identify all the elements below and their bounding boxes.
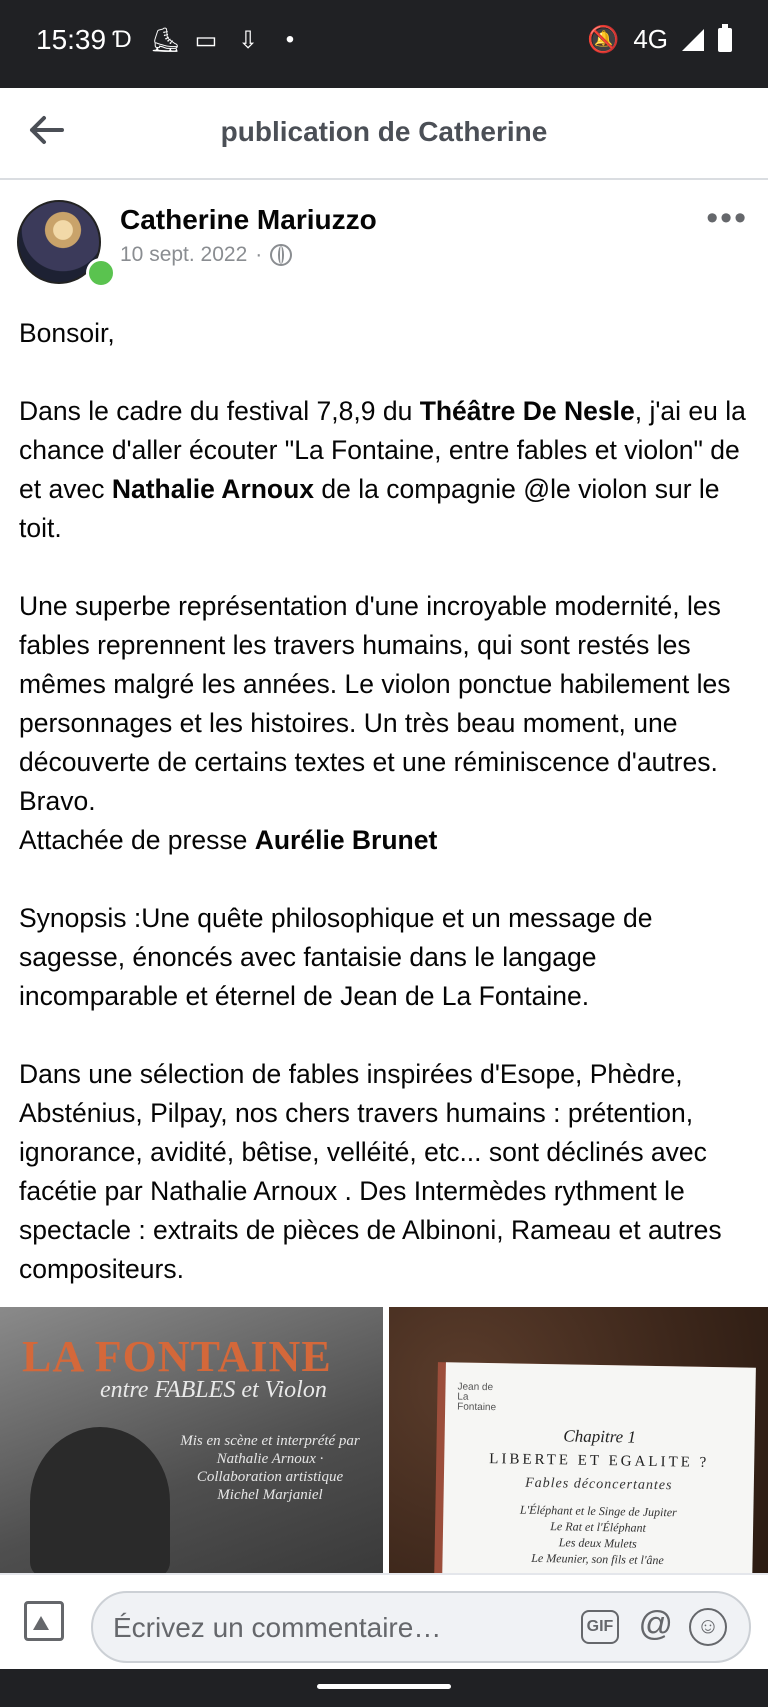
online-status-dot [86, 258, 116, 288]
poster-title: LA FONTAINE [22, 1332, 332, 1381]
globe-icon [270, 244, 292, 266]
status-system-icons [587, 24, 732, 55]
d-icon: Ɗ [112, 26, 132, 53]
shoe-icon: ⛸ [150, 27, 181, 54]
mention-aurelie[interactable]: Aurélie Brunet [254, 825, 438, 855]
book-line: Le Meunier, son fils et l'âne [531, 1550, 664, 1568]
post-date[interactable]: 10 sept. 2022 [120, 243, 248, 266]
comment-input[interactable] [111, 1605, 535, 1651]
post-paragraph-4: Dans une sélection de fables inspirées d'Esope, Phèdre, Absténius, Pilpay, nos chers travers humains : prétention, ignorance, avidité, bêtise, velléité, etc... sont déclinés avec facétie par Nathalie Arnoux . Des Intermèdes rythment le spectacle : extraits de pièces de Albinoni, Rameau et autres compositeurs. [19, 1059, 722, 1284]
poster-illustration [30, 1427, 170, 1573]
mute-icon: 🔕 [586, 24, 620, 54]
signal-icon [682, 29, 704, 51]
gif-icon[interactable]: GIF [581, 1610, 619, 1644]
mention-nathalie[interactable]: Nathalie Arnoux [111, 474, 315, 504]
post-greeting: Bonsoir, [19, 318, 115, 348]
emoji-icon[interactable]: ☺ [689, 1608, 727, 1646]
poster-image[interactable] [0, 1307, 383, 1573]
meta-separator: · [255, 243, 263, 266]
book-line: Le Rat et l'Éléphant [550, 1519, 646, 1535]
comment-bar [0, 1573, 768, 1671]
sim-icon: ▭ [194, 27, 218, 54]
post-text [19, 314, 759, 1289]
network-type: 4G [633, 24, 668, 54]
post-paragraph-1: Dans le cadre du festival 7,8,9 du Théâtre De Nesle, j'ai eu la chance d'aller écouter "La Fontaine, entre fables et violon" de et avec Nathalie Arnoux de la compagnie @le violon sur le toit. [19, 396, 746, 543]
poster-credits: Mis en scène et interprété par Nathalie Arnoux · Collaboration artistique Michel Marjaniel [180, 1433, 360, 1503]
post-meta [120, 243, 292, 267]
book-line: L'Éléphant et le Singe de Jupiter [519, 1502, 677, 1520]
page-title: publication de Catherine [220, 116, 548, 147]
book-line: Les deux Mulets [558, 1535, 637, 1551]
battery-icon [718, 28, 732, 52]
post-images [0, 1307, 768, 1573]
book-contents [442, 1500, 753, 1569]
book-heading: LIBERTE ET EGALITE ? [489, 1451, 710, 1471]
status-notification-icons [108, 26, 304, 55]
book-subheading: Fables déconcertantes [525, 1475, 673, 1494]
home-gesture-handle[interactable] [317, 1684, 451, 1689]
book-image[interactable] [389, 1307, 768, 1573]
mention-theatre[interactable]: Théâtre De Nesle [419, 396, 635, 426]
status-time: 15:39 [36, 24, 107, 55]
system-nav-bar [0, 1669, 768, 1707]
mention-icon[interactable]: @ [638, 1605, 673, 1643]
download-icon: ⇩ [237, 27, 259, 54]
comment-box[interactable] [91, 1591, 751, 1663]
photo-icon[interactable] [24, 1601, 64, 1641]
book-logo: Jean de La Fontaine [457, 1381, 497, 1414]
author-name[interactable]: Catherine Mariuzzo [120, 204, 377, 235]
dot-icon: • [285, 26, 295, 53]
book-chapter: Chapitre 1 [563, 1426, 637, 1447]
post-paragraph-2: Une superbe représentation d'une incroyable modernité, les fables reprennent les travers humains, qui sont restés les mêmes malgré les années. Le violon ponctue habilement les personnages et les histoires. Un très beau moment, une découverte de certains textes et une réminiscence d'autres. Bravo. Attachée de presse Aurélie Brunet [19, 591, 731, 855]
status-bar [0, 0, 768, 88]
app-header [0, 88, 768, 180]
post-paragraph-3: Synopsis :Une quête philosophique et un message de sagesse, énoncés avec fantaisie dans le langage incomparable et éternel de Jean de La Fontaine. [19, 903, 653, 1011]
more-options-icon[interactable]: ••• [706, 199, 748, 237]
book-page [442, 1362, 756, 1573]
poster-subtitle: entre FABLES et Violon [100, 1377, 327, 1403]
